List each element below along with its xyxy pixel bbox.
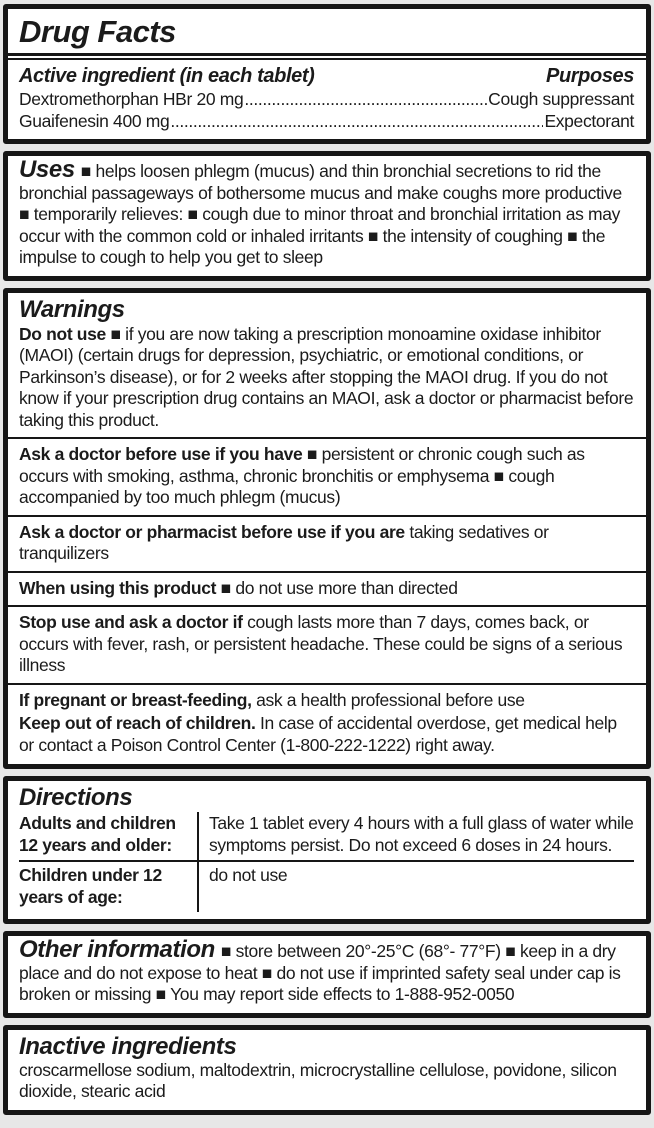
inactive-ingredients-heading: Inactive ingredients: [19, 1032, 237, 1060]
active-ingredient-header: [19, 64, 634, 88]
warning-pregnancy: [19, 689, 634, 713]
warning-divider: [8, 571, 646, 573]
warning-text: ■ persistent or chronic cough such as occurs with smoking, asthma, chronic bronchitis or emphysema ■ cough accompanied by too much phlegm (mucus): [19, 444, 585, 507]
ingredient-name: Guaifenesin 400 mg: [19, 110, 170, 131]
warning-lead: Do not use: [19, 323, 106, 344]
warning-do-not-use: [19, 323, 634, 433]
directions-table: [19, 812, 634, 912]
directions-age-label: Adults and children 12 years and older:: [19, 813, 176, 855]
uses-box: [3, 151, 651, 281]
warnings-box: [3, 288, 651, 770]
ingredient-purpose: Cough suppressant: [488, 89, 634, 109]
uses-text: ■ helps loosen phlegm (mucus) and thin bronchial secretions to rid the bronchial passageways of bothersome mucus and make coughs more productive ■ temporarily relieves: ■ cough due to minor throat and bronchial irritation as may occur with the common cold or inhaled irritants ■ the intensity of coughing ■ the impulse to cough to help you get to sleep: [19, 161, 622, 267]
uses-heading: Uses: [19, 156, 75, 183]
warning-lead: Stop use and ask a doctor if: [19, 612, 243, 632]
directions-dose-text: Take 1 tablet every 4 hours with a full glass of water while symptoms persist. Do not exceed 6 doses in 24 hours.: [197, 812, 634, 860]
warning-lead: When using this product: [19, 577, 217, 598]
warning-text: ■ do not use more than directed: [220, 577, 458, 598]
warning-divider: [8, 515, 646, 517]
warning-text: cough lasts more than 7 days, comes back, or occurs with fever, rash, or persistent headache. These could be signs of a serious illness: [19, 612, 623, 675]
warning-text: ask a health professional before use: [256, 689, 525, 710]
inactive-ingredients-text: croscarmellose sodium, maltodextrin, microcrystalline cellulose, povidone, silicon dioxide, stearic acid: [19, 1059, 617, 1101]
warning-text: ■ if you are now taking a prescription monoamine oxidase inhibitor (MAOI) (certain drugs for depression, psychiatric, or emotional conditions, or Parkinson’s disease), or for 2 weeks after stopping the MAOI drug. If you do not know if your prescription drug contains an MAOI, ask a doctor or pharmacist before taking this product.: [19, 323, 634, 430]
directions-age-label: Children under 12 years of age:: [19, 860, 197, 912]
title-divider: [8, 53, 646, 60]
warning-when-using: [19, 577, 634, 601]
dot-leader: [244, 89, 487, 111]
directions-dose-text: do not use: [197, 860, 634, 912]
warning-divider: [8, 605, 646, 607]
warnings-heading: Warnings: [19, 295, 125, 323]
warning-lead: Keep out of reach of children.: [19, 713, 256, 733]
warning-text: In case of accidental overdose, get medical help or contact a Poison Control Center (1-800-222-1222) right away.: [19, 713, 617, 755]
dot-leader: [170, 111, 543, 133]
ingredient-purpose: Expectorant: [544, 110, 634, 131]
ingredient-row: [19, 89, 634, 111]
other-information-heading: Other information: [19, 936, 215, 963]
ingredient-row: [19, 111, 634, 133]
warning-lead: Ask a doctor before use if you have: [19, 444, 303, 464]
ingredient-name: Dextromethorphan HBr 20 mg: [19, 89, 244, 109]
warning-divider: [8, 437, 646, 439]
active-ingredient-heading: Active ingredient (in each tablet): [19, 65, 315, 87]
directions-heading: Directions: [19, 784, 133, 811]
other-information-paragraph: [19, 936, 634, 1006]
warning-divider: [8, 683, 646, 685]
warning-lead: Ask a doctor or pharmacist before use if you are: [19, 521, 405, 542]
other-information-box: [3, 931, 651, 1018]
uses-paragraph: [19, 156, 634, 269]
inactive-ingredients-box: [3, 1025, 651, 1115]
warning-lead: If pregnant or breast-feeding,: [19, 689, 252, 710]
directions-box: [3, 776, 651, 924]
other-information-text: ■ store between 20°-25°C (68°- 77°F) ■ keep in a dry place and do not expose to heat ■ do not use if imprinted safety seal under cap is broken or missing ■ You may report side effects to 1-888-952-0050: [19, 941, 621, 1004]
warning-text: taking sedatives or tranquilizers: [19, 521, 549, 563]
purposes-heading: Purposes: [546, 65, 634, 87]
drug-facts-title: Drug Facts: [19, 14, 176, 49]
warning-ask-doctor: [19, 443, 634, 510]
warning-keep-out-of-reach: [19, 712, 634, 757]
warning-stop-use: [19, 611, 634, 678]
title-active-ingredients-box: [3, 4, 651, 144]
warning-ask-doctor-pharmacist: [19, 521, 634, 566]
